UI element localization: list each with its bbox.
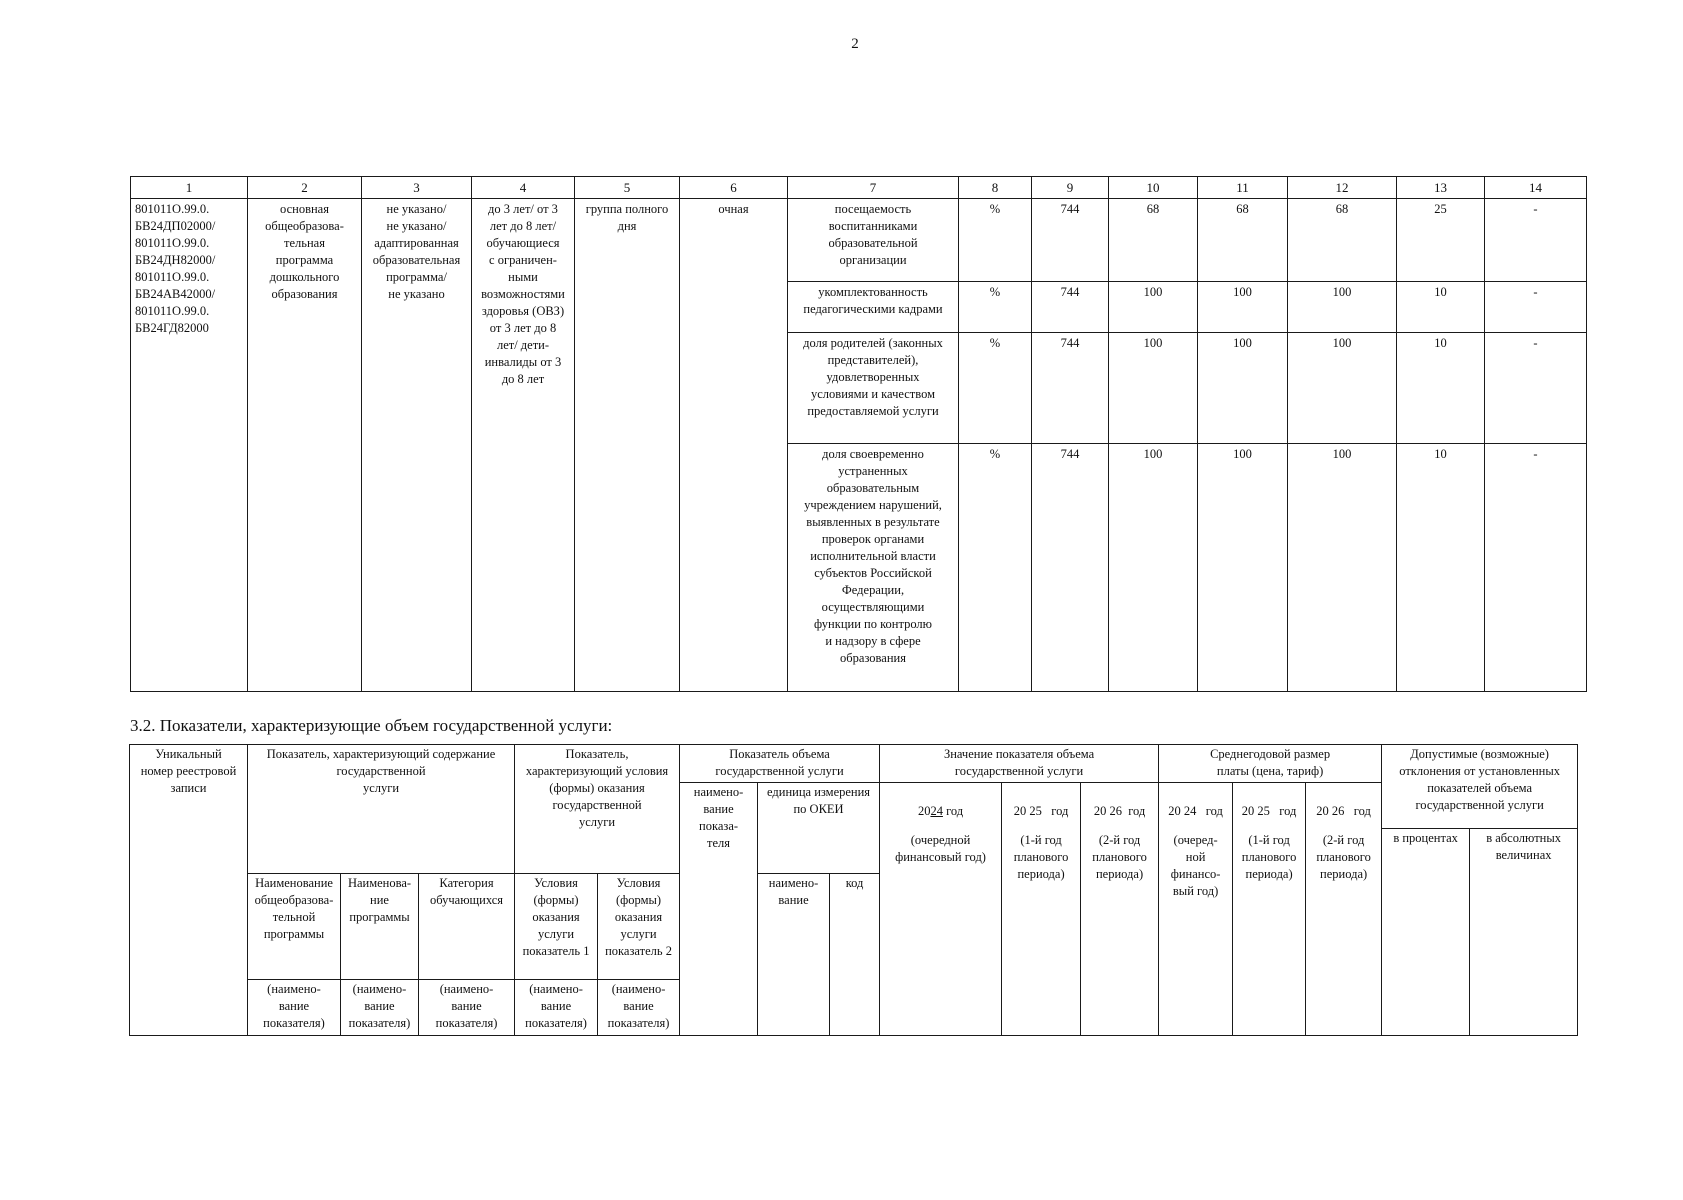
text-line: проверок органами	[821, 532, 925, 546]
text-line: периода)	[1320, 867, 1368, 881]
subheader-program	[341, 874, 419, 980]
text-line: вание	[778, 893, 809, 907]
text-line: оказания	[532, 910, 580, 924]
text-line: доля родителей (законных	[803, 336, 943, 350]
deviation-percent-cell: 10	[1397, 444, 1485, 692]
text-line: (очеред-	[1173, 833, 1218, 847]
text-line: вание	[703, 802, 734, 816]
text-line: образования	[840, 651, 906, 665]
text-line: Наименова-	[347, 876, 412, 890]
text-line: по ОКЕИ	[793, 802, 844, 816]
content-indicator-header	[248, 745, 515, 874]
text-line: (наимено-	[529, 982, 583, 996]
program-cell	[248, 199, 362, 692]
column-number: 6	[680, 177, 788, 199]
text-line: планового	[1013, 850, 1069, 864]
text-line: ние	[370, 893, 389, 907]
text-line: общеобразова-	[254, 893, 334, 907]
text-line: общеобразова-	[265, 219, 344, 233]
column-number: 9	[1032, 177, 1109, 199]
deviation-percent-header: в процентах	[1382, 829, 1470, 1036]
text-line: не указано/	[386, 202, 447, 216]
text-line: периода)	[1017, 867, 1065, 881]
text-line: периода)	[1245, 867, 1293, 881]
text-line: укомплектованность	[818, 285, 928, 299]
value-2025-cell: 68	[1198, 199, 1288, 282]
text-line: показателей объема	[1427, 781, 1533, 795]
okei-cell: 744	[1032, 333, 1109, 444]
column-number: 12	[1288, 177, 1397, 199]
text-line: услуги	[620, 927, 657, 941]
text-line: педагогическими кадрами	[803, 302, 943, 316]
text-line: Показатель объема	[729, 747, 830, 761]
text-line: программы	[349, 910, 410, 924]
registry-code-line: 801011О.99.0.	[135, 304, 210, 318]
text-line: и надзору в сфере	[825, 634, 921, 648]
deviation-absolute-cell: -	[1485, 282, 1587, 333]
text-line: Показатель, характеризующий содержание	[266, 747, 496, 761]
text-line: (2-й год	[1098, 833, 1141, 847]
subheader-program-name	[248, 874, 341, 980]
text-line: показатель 2	[605, 944, 672, 958]
year-line: 20 25 год	[1013, 804, 1069, 818]
column-number: 7	[788, 177, 959, 199]
text-line: дня	[617, 219, 637, 233]
text-line: государственной	[552, 798, 642, 812]
subheader-condition-1	[515, 874, 598, 980]
text-line: (формы)	[616, 893, 662, 907]
text-line: Условия	[616, 876, 661, 890]
value-2024-cell: 68	[1109, 199, 1198, 282]
text-line: с ограничен-	[489, 253, 557, 267]
value-2025-cell: 100	[1198, 444, 1288, 692]
text-line: государственной услуги	[1415, 798, 1544, 812]
indicator-value-header	[880, 745, 1159, 783]
registry-code-cell	[131, 199, 248, 692]
indicator-cell	[788, 333, 959, 444]
text-line: планового	[1241, 850, 1297, 864]
fee-year-2025-header	[1233, 783, 1306, 1036]
value-2024-cell: 100	[1109, 282, 1198, 333]
text-line: образовательная	[372, 253, 461, 267]
text-line: теля	[707, 836, 731, 850]
text-line: показателя)	[607, 1016, 670, 1030]
text-line: образовательным	[826, 481, 920, 495]
text-line: осуществляющими	[821, 600, 925, 614]
column-number: 1	[131, 177, 248, 199]
text-line: наимено-	[693, 785, 744, 799]
text-line: (наимено-	[267, 982, 321, 996]
text-line: планового	[1316, 850, 1371, 864]
text-line: записи	[170, 781, 207, 795]
text-line: ной	[1185, 850, 1206, 864]
text-line: удовлетворенных	[826, 370, 920, 384]
text-line: финансо-	[1170, 867, 1221, 881]
text-line: государственной услуги	[954, 764, 1084, 778]
section-heading: 3.2. Показатели, характеризующие объем государственной услуги:	[130, 716, 613, 735]
text-line: адаптированная	[374, 236, 459, 250]
text-line: периода)	[1095, 867, 1144, 881]
text-line: Значение показателя объема	[943, 747, 1095, 761]
year-line: 20 24 год	[1168, 804, 1223, 818]
indicator-cell	[788, 282, 959, 333]
text-line: в абсолютных	[1486, 831, 1561, 845]
text-line: (наимено-	[439, 982, 494, 996]
text-line: государственной услуги	[715, 764, 844, 778]
text-line: устраненных	[838, 464, 908, 478]
text-line: воспитанниками	[828, 219, 918, 233]
text-line: исполнительной власти	[810, 549, 936, 563]
text-line: вание	[364, 999, 395, 1013]
registry-code-line: 801011О.99.0.	[135, 202, 210, 216]
text-line: Среднегодовой размер	[1210, 747, 1331, 761]
subheader-category	[419, 874, 515, 980]
year-line: 20 25 год	[1241, 804, 1297, 818]
text-line: услуги	[578, 815, 616, 829]
name-note	[598, 980, 680, 1036]
text-line: Категория	[439, 876, 494, 890]
text-line: до 8 лет	[501, 372, 545, 386]
text-line: здоровья (ОВЗ)	[481, 304, 565, 318]
text-line: (наимено-	[611, 982, 666, 996]
column-number: 4	[472, 177, 575, 199]
okei-cell: 744	[1032, 444, 1109, 692]
indicator-cell	[788, 444, 959, 692]
registry-code-line: БВ24ГД82000	[135, 321, 209, 335]
text-line: посещаемость	[834, 202, 912, 216]
text-line: отклонения от установленных	[1399, 764, 1560, 778]
column-number: 10	[1109, 177, 1198, 199]
text-line: возможностями	[481, 287, 565, 301]
text-line: показатель 1	[522, 944, 590, 958]
text-line: услуги	[537, 927, 575, 941]
text-line: вание	[278, 999, 310, 1013]
text-line: предоставляемой услуги	[807, 404, 939, 418]
text-line: (1-й год	[1248, 833, 1290, 847]
value-2026-cell: 100	[1288, 333, 1397, 444]
unit-name-header	[758, 874, 830, 1036]
name-note	[515, 980, 598, 1036]
subheader-condition-2	[598, 874, 680, 980]
deviation-absolute-cell: -	[1485, 199, 1587, 282]
text-line: от 3 лет до 8	[489, 321, 557, 335]
text-line: показателя)	[348, 1016, 411, 1030]
indicator-name-header	[680, 783, 758, 1036]
unique-number-header	[130, 745, 248, 1036]
text-line: выявленных в результате	[806, 515, 940, 529]
text-line: финансовый год)	[895, 850, 986, 864]
text-line: Наименование	[255, 876, 333, 890]
text-line: услуги	[362, 781, 400, 795]
text-line: показателя)	[525, 1016, 587, 1030]
text-line: (2-й год	[1322, 833, 1365, 847]
program-type-cell	[362, 199, 472, 692]
text-line: основная	[280, 202, 329, 216]
deviation-percent-cell: 10	[1397, 333, 1485, 444]
column-number: 8	[959, 177, 1032, 199]
fee-year-2026-header	[1306, 783, 1382, 1036]
registry-code-line: 801011О.99.0.	[135, 270, 210, 284]
registry-code-line: 801011О.99.0.	[135, 236, 210, 250]
text-line: оказания	[614, 910, 663, 924]
deviation-percent-cell: 10	[1397, 282, 1485, 333]
column-number-row	[131, 177, 1587, 199]
text-line: Условия	[534, 876, 578, 890]
text-line: лет до 8 лет/	[489, 219, 557, 233]
category-cell	[472, 199, 575, 692]
text-line: группа полного	[585, 202, 669, 216]
deviation-percent-cell: 25	[1397, 199, 1485, 282]
year-line: 20 26 год	[1316, 804, 1371, 818]
text-line: вание	[540, 999, 572, 1013]
condition-indicator-header	[515, 745, 680, 874]
text-line: Допустимые (возможные)	[1410, 747, 1549, 761]
column-number: 11	[1198, 177, 1288, 199]
group-cell	[575, 199, 680, 692]
average-fee-header	[1159, 745, 1382, 783]
value-2024-cell: 100	[1109, 444, 1198, 692]
text-line: инвалиды от 3	[484, 355, 562, 369]
text-line: Показатель,	[565, 747, 629, 761]
column-number: 3	[362, 177, 472, 199]
text-line: государственной	[336, 764, 426, 778]
text-line: планового	[1092, 850, 1147, 864]
text-line: величинах	[1495, 848, 1552, 862]
volume-indicator-header	[680, 745, 880, 783]
text-line: учреждением нарушений,	[804, 498, 942, 512]
value-year-2024-header	[880, 783, 1002, 1036]
year-line: 2024 год	[917, 804, 964, 818]
unit-cell: %	[959, 199, 1032, 282]
text-line: образовательной	[828, 236, 918, 250]
text-line: характеризующий условия	[525, 764, 669, 778]
text-line: программа	[275, 253, 334, 267]
column-number: 14	[1485, 177, 1587, 199]
indicator-cell	[788, 199, 959, 282]
text-line: программы	[263, 927, 325, 941]
unit-cell: %	[959, 282, 1032, 333]
text-line: показа-	[699, 819, 739, 833]
text-line: (наимено-	[352, 982, 407, 996]
text-line: доля своевременно	[822, 447, 924, 461]
unit-okei-header	[758, 783, 880, 874]
quality-indicators-table	[130, 176, 1587, 692]
unit-cell: %	[959, 444, 1032, 692]
fee-year-2024-header	[1159, 783, 1233, 1036]
deviation-absolute-cell: -	[1485, 333, 1587, 444]
text-line: ными	[508, 270, 538, 284]
text-line: не указано	[388, 287, 445, 301]
registry-code-line: БВ24АВ42000/	[135, 287, 216, 301]
unit-cell: %	[959, 333, 1032, 444]
text-line: программа/	[386, 270, 447, 284]
name-note	[341, 980, 419, 1036]
okei-cell: 744	[1032, 282, 1109, 333]
text-line: субъектов Российской	[814, 566, 932, 580]
text-line: вание	[451, 999, 482, 1013]
value-year-2026-header	[1081, 783, 1159, 1036]
okei-cell: 744	[1032, 199, 1109, 282]
quality-row-attendance	[131, 199, 1587, 282]
column-number: 13	[1397, 177, 1485, 199]
text-line: (формы)	[533, 893, 579, 907]
text-line: вание	[623, 999, 654, 1013]
column-number: 2	[248, 177, 362, 199]
text-line: функции по контролю	[814, 617, 932, 631]
text-line: до 3 лет/ от 3	[488, 202, 558, 216]
text-line: тельная	[284, 236, 325, 250]
text-line: единица измерения	[767, 785, 871, 799]
value-2026-cell: 68	[1288, 199, 1397, 282]
text-line: номер реестровой	[140, 764, 237, 778]
text-line: образования	[271, 287, 338, 301]
volume-header-row-1	[130, 745, 1578, 783]
text-line: (1-й год	[1020, 833, 1062, 847]
volume-indicators-table	[129, 744, 1578, 1036]
text-line: показателя)	[435, 1016, 498, 1030]
page-number: 2	[851, 36, 859, 52]
value-2024-cell: 100	[1109, 333, 1198, 444]
text-line: дошкольного	[269, 270, 340, 284]
year-line: 20 26 год	[1093, 804, 1146, 818]
text-line: лет/ дети-	[496, 338, 550, 352]
text-line: представителей),	[827, 353, 919, 367]
text-line: платы (цена, тариф)	[1216, 764, 1324, 778]
value-2025-cell: 100	[1198, 282, 1288, 333]
value-2025-cell: 100	[1198, 333, 1288, 444]
text-line: Уникальный	[155, 747, 222, 761]
text-line: тельной	[272, 910, 316, 924]
text-line: условиями и качеством	[811, 387, 935, 401]
text-line: (очередной	[910, 833, 971, 847]
text-line: Федерации,	[841, 583, 905, 597]
name-note	[419, 980, 515, 1036]
value-year-2025-header	[1002, 783, 1081, 1036]
text-line: наимено-	[768, 876, 819, 890]
registry-code-line: БВ24ДП02000/	[135, 219, 216, 233]
column-number: 5	[575, 177, 680, 199]
deviation-absolute-cell: -	[1485, 444, 1587, 692]
registry-code-line: БВ24ДН82000/	[135, 253, 216, 267]
unit-code-header: код	[830, 874, 880, 1036]
deviation-absolute-header	[1470, 829, 1578, 1036]
value-2026-cell: 100	[1288, 444, 1397, 692]
text-line: обучающихся	[429, 893, 504, 907]
text-line: вый год)	[1172, 884, 1219, 898]
text-line: показателя)	[263, 1016, 325, 1030]
text-line: обучающиеся	[486, 236, 560, 250]
value-2026-cell: 100	[1288, 282, 1397, 333]
deviations-header	[1382, 745, 1578, 829]
text-line: не указано/	[386, 219, 447, 233]
text-line: организации	[839, 253, 907, 267]
text-line: (формы) оказания	[549, 781, 645, 795]
name-note	[248, 980, 341, 1036]
form-cell: очная	[680, 199, 788, 692]
